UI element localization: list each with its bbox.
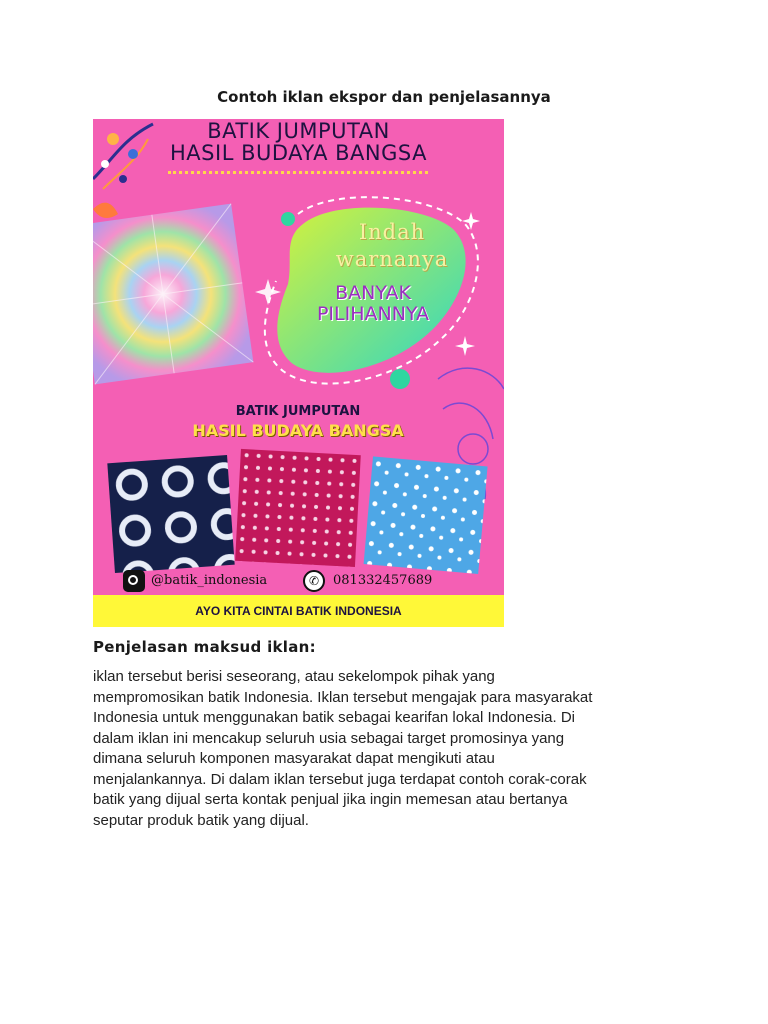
paragraph-line: dimana seluruh komponen masyarakat dapat mengikuti atau (93, 750, 495, 767)
document-title: Contoh iklan ekspor dan penjelasannya (217, 88, 551, 106)
phone-number: 081332457689 (333, 573, 433, 588)
bubble-tagline (317, 219, 467, 273)
paragraph-line: seputar produk batik yang dijual. (93, 811, 309, 829)
whatsapp-icon: ✆ (303, 570, 325, 592)
subtitle-line1: BATIK JUMPUTAN (235, 404, 361, 419)
subtitle-line2: HASIL BUDAYA BANGSA (192, 421, 404, 440)
batik-advert-poster (93, 119, 504, 627)
poster-title-line1: BATIK JUMPUTAN (207, 119, 390, 143)
paragraph-line: Indonesia untuk menggunakan batik sebagai kearifan lokal Indonesia. Di (93, 709, 575, 726)
tagline-line2: warnanya (335, 247, 449, 271)
dotted-divider (168, 171, 428, 174)
paragraph-line: batik yang dijual serta kontak penjual jika ingin memesan atau bertanya (93, 791, 568, 808)
batik-sample-blue (364, 456, 488, 574)
batik-sample-navy (107, 455, 234, 573)
instagram-handle: @batik_indonesia (151, 573, 268, 588)
batik-sample-magenta (235, 449, 361, 567)
poster-title-line2: HASIL BUDAYA BANGSA (170, 141, 427, 165)
paragraph-line: iklan tersebut berisi seseorang, atau sekelompok pihak yang (93, 668, 495, 685)
tagline-line1: Indah (358, 220, 426, 244)
instagram-icon (123, 570, 145, 592)
section-heading: Penjelasan maksud iklan: (93, 638, 316, 656)
poster-footer: AYO KITA CINTAI BATIK INDONESIA (93, 595, 504, 627)
choice-line1: BANYAK (335, 282, 411, 304)
poster-artwork (93, 119, 504, 627)
poster-subtitle (183, 404, 413, 440)
bubble-choice-text (298, 283, 448, 325)
paragraph-line: dalam iklan ini mencakup seluruh usia sebagai target promosinya yang (93, 729, 565, 747)
paragraph-line: mempromosikan batik Indonesia. Iklan tersebut mengajak para masyarakat (93, 688, 593, 706)
contact-row (93, 569, 504, 595)
paragraph-line: menjalankannya. Di dalam iklan tersebut juga terdapat contoh corak-corak (93, 770, 587, 788)
tie-dye-cloth (93, 204, 253, 385)
choice-line2: PILIHANNYA (316, 303, 430, 325)
explanation-paragraph (93, 667, 693, 831)
